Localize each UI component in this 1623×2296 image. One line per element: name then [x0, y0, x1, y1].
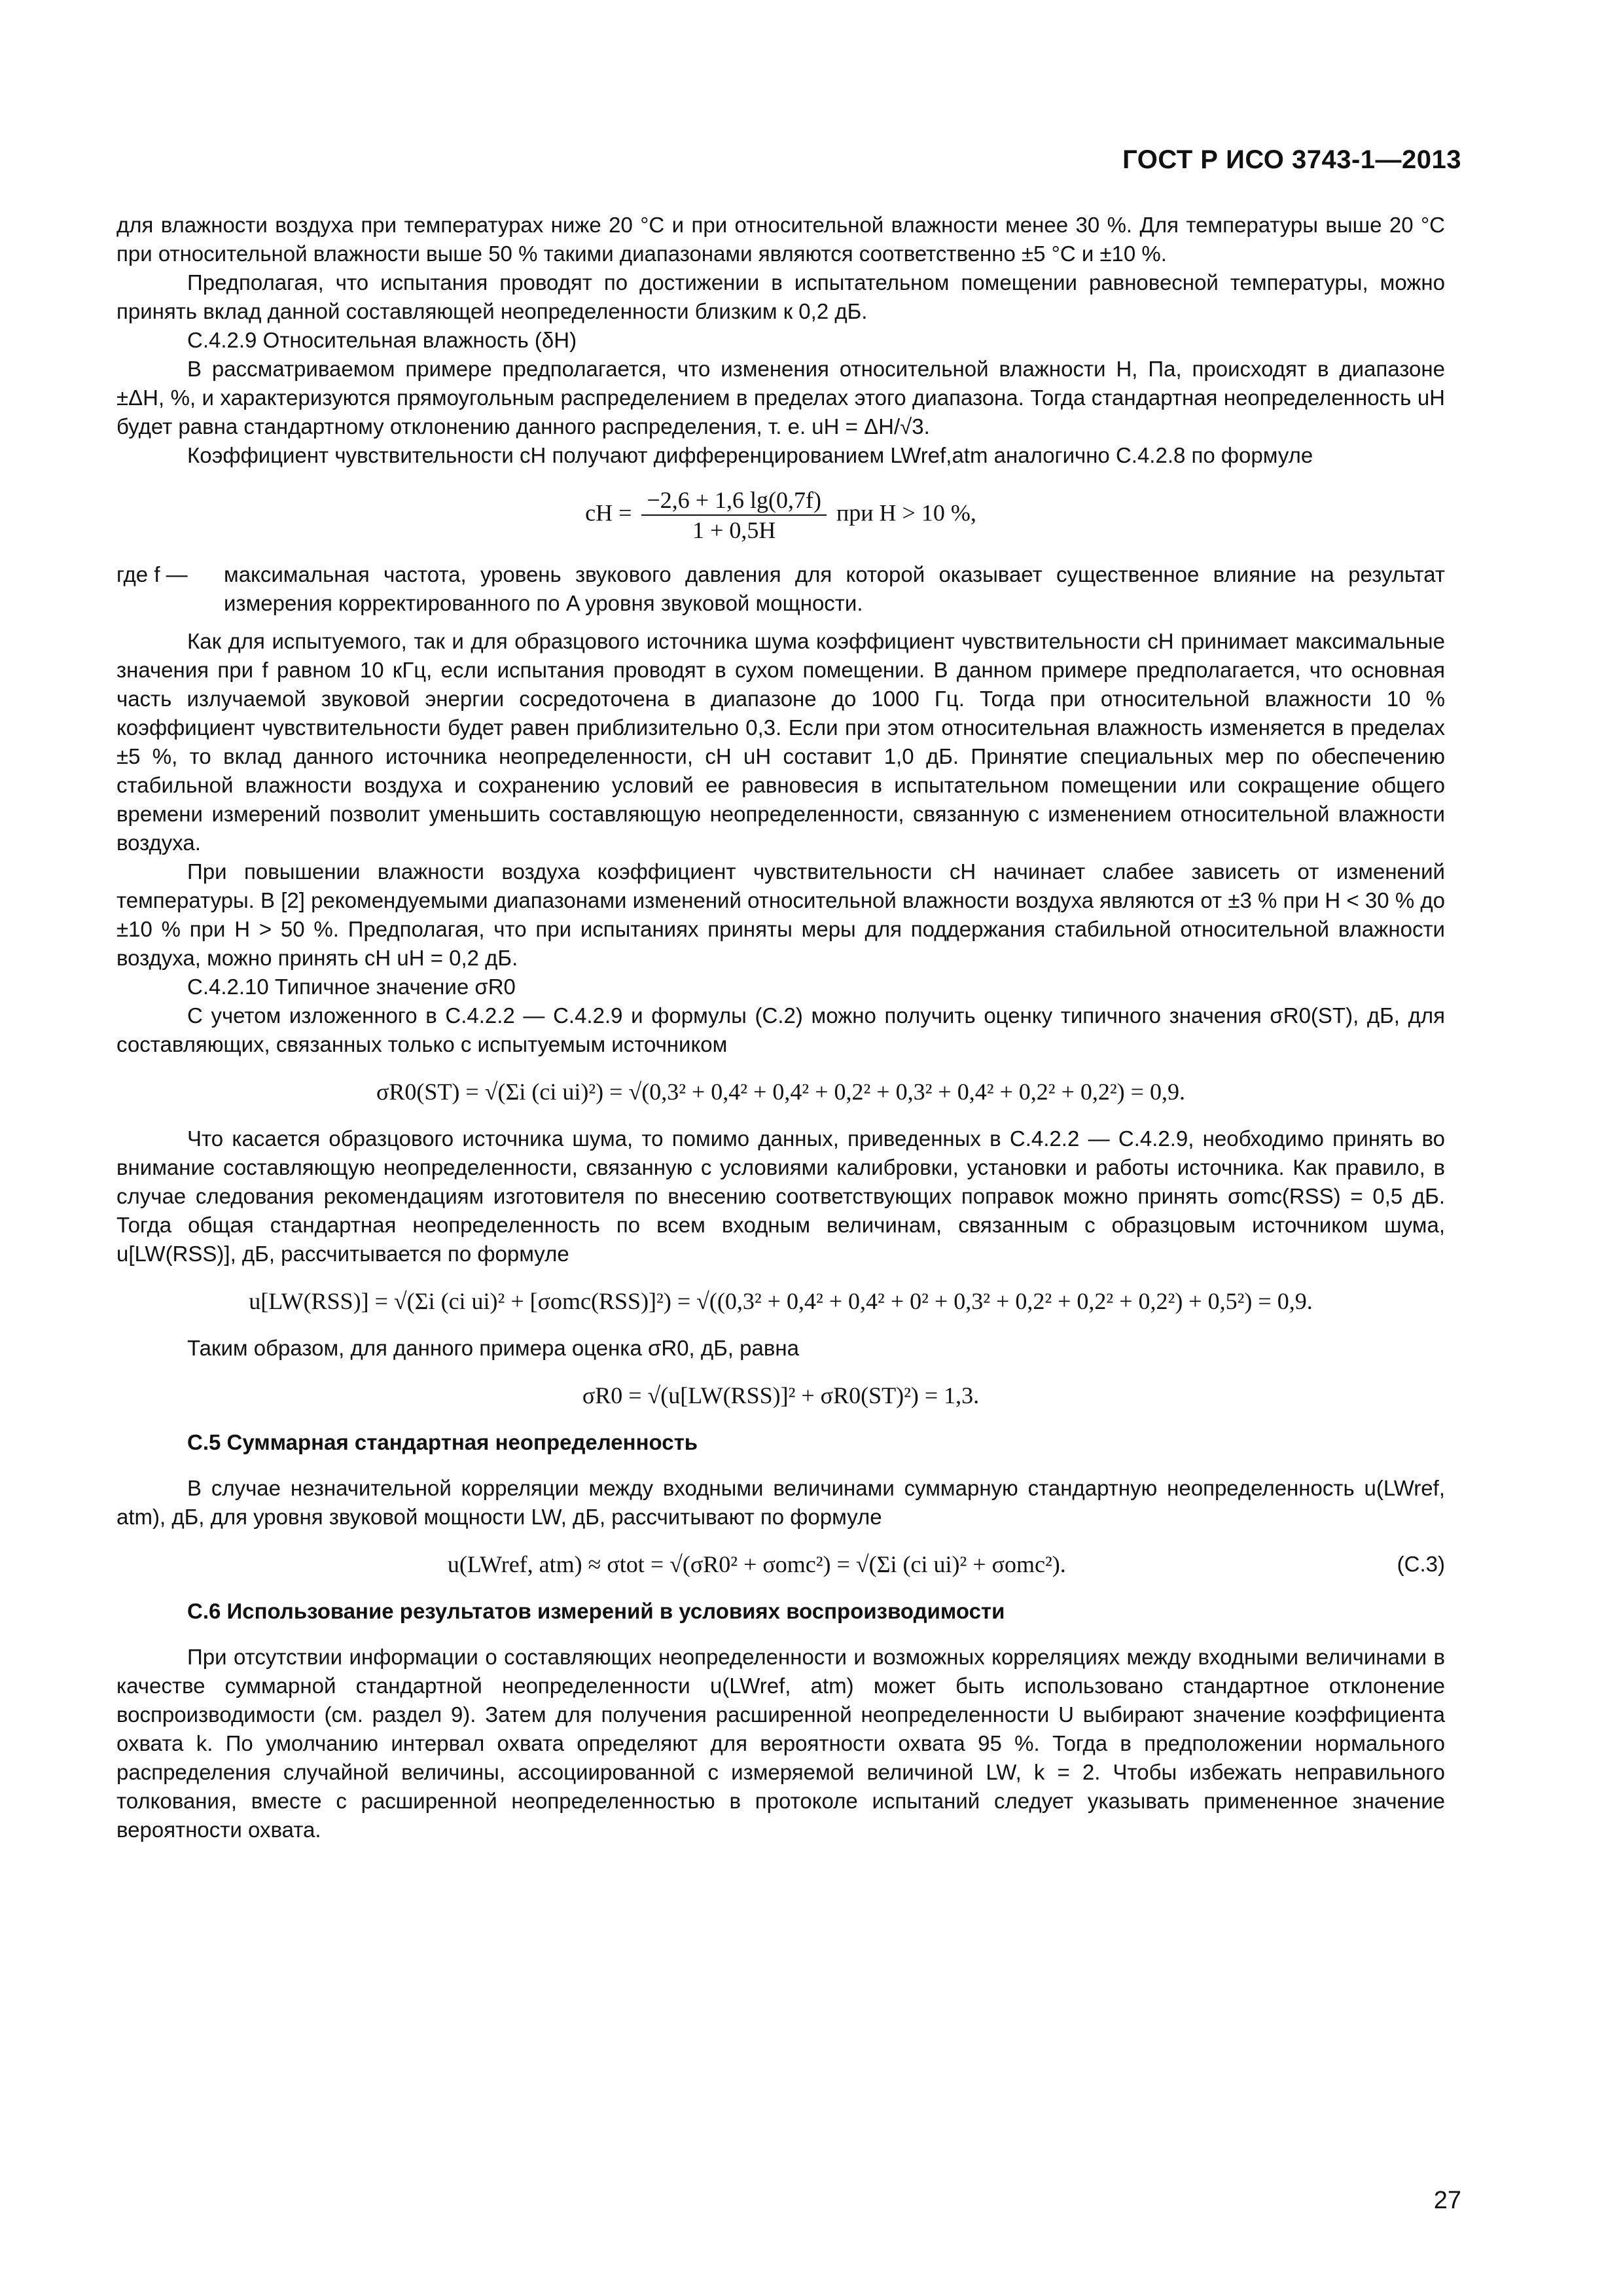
paragraph: для влажности воздуха при температурах ниже 20 °С и при относительной влажности менее 30 %. Для температуры выше 20 °С при относительной влажности выше 50 % такими диапазонами являются соответственно ±5 °С и ±10 %.	[116, 213, 1445, 266]
section-heading: С.6 Использование результатов измерений в условиях воспроизводимости	[187, 1599, 1005, 1623]
page-number: 27	[1433, 2187, 1461, 2214]
paragraph: Как для испытуемого, так и для образцового источника шума коэффициент чувствительности cH принимает максимальные значения при f равном 10 кГц, если испытания проводят в сухом помещении. В данном примере предполагается, что основная часть излучаемой звуковой энергии сосредоточена в диапазоне до 1000 Гц. Тогда при относительной влажности 10 % коэффициент чувствительности будет равен приблизительно 0,3. Если при этом относительная влажность изменяется в пределах ±5 %, то вклад данного источника неопределенности, cH uH составит 1,0 дБ. Принятие специальных мер по обеспечению стабильной влажности воздуха и сохранению условий ее равновесия в испытательном помещении или сокращение общего времени измерений позволит уменьшить составляющую неопределенности, связанную с изменением относительной влажности воздуха.	[116, 629, 1445, 855]
equation-number: (С.3)	[1397, 1552, 1445, 1576]
where-label: где f —	[116, 562, 188, 586]
formula-c3	[116, 1547, 1445, 1581]
paragraph: При повышении влажности воздуха коэффициент чувствительности cH начинает слабее зависеть от изменений температуры. В [2] рекомендуемыми диапазонами изменений относительной влажности воздуха являются от ±3 % при H < 30 % до ±10 % при H > 50 %. Предполагая, что при испытаниях приняты меры для поддержания стабильной относительной влажности воздуха, можно принять cH uH = 0,2 дБ.	[116, 859, 1445, 970]
where-clause	[116, 560, 1445, 618]
formula-lhs: cH =	[585, 499, 632, 526]
page-body	[116, 211, 1445, 1844]
paragraph: В рассматриваемом примере предполагается, что изменения относительной влажности H, Па, происходят в диапазоне ±ΔH, %, и характеризуются прямоугольным распределением в пределах этого диапазона. Тогда стандартная неопределенность uH будет равна стандартному отклонению данного распределения, т. е. uH = ΔH/√3.	[116, 357, 1445, 439]
formula-u-lw-rss: u[LW(RSS)] = √(Σi (ci ui)² + [σomc(RSS)]²) = √((0,3² + 0,4² + 0,4² + 0² + 0,3² + 0,2² + 0,2² + 0,2²) + 0,5²) = 0,9.	[249, 1288, 1313, 1314]
subsection-heading: С.4.2.10 Типичное значение σR0	[187, 975, 516, 999]
paragraph: Что касается образцового источника шума, то помимо данных, приведенных в С.4.2.2 — С.4.2.9, необходимо принять во внимание составляющую неопределенности, связанную с условиями калибровки, установки и работы источника. Как правило, в случае следования рекомендациям изготовителя по внесению соответствующих поправок можно принять σomc(RSS) = 0,5 дБ. Тогда общая стандартная неопределенность по всем входным величинам, связанным с образцовым источником шума, u[LW(RSS)], дБ, рассчитывается по формуле	[116, 1126, 1445, 1266]
paragraph: При отсутствии информации о составляющих неопределенности и возможных корреляциях между входными величинами в качестве суммарной стандартной неопределенности u(LWref, atm) может быть использовано стандартное отклонение воспроизводимости (см. раздел 9). Затем для получения расширенной неопределенности U выбирают значение коэффициента охвата k. По умолчанию интервал охвата определяют для вероятности охвата 95 %. Тогда в предположении нормального распределения случайной величины, ассоциированной с измеряемой величиной LW, k = 2. Чтобы избежать неправильного толкования, вместе с расширенной неопределенностью в протоколе испытаний следует указывать примененное значение вероятности охвата.	[116, 1645, 1445, 1842]
paragraph: С учетом изложенного в С.4.2.2 — С.4.2.9 и формулы (С.2) можно получить оценку типичного значения σR0(ST), дБ, для составляющих, связанных только с испытуемым источником	[116, 1003, 1445, 1056]
formula-sigma-r0-st: σR0(ST) = √(Σi (ci ui)²) = √(0,3² + 0,4² + 0,4² + 0,2² + 0,3² + 0,4² + 0,2² + 0,2²) = 0,9.	[376, 1079, 1185, 1105]
paragraph: В случае незначительной корреляции между входными величинами суммарную стандартную неопределенность u(LWref, atm), дБ, для уровня звуковой мощности LW, дБ, рассчитывают по формуле	[116, 1476, 1445, 1529]
document-header: ГОСТ Р ИСО 3743-1—2013	[1122, 145, 1461, 174]
formula-condition: при H > 10 %,	[836, 499, 976, 526]
fraction-denominator: 1 + 0,5H	[692, 517, 776, 543]
formula-expression: u(LWref, atm) ≈ σtot = √(σR0² + σomc²) = √(Σi (ci ui)² + σomc²).	[447, 1551, 1066, 1577]
formula-ch	[116, 486, 1445, 545]
formula-sigma-r0: σR0 = √(u[LW(RSS)]² + σR0(ST)²) = 1,3.	[582, 1382, 980, 1408]
paragraph: Коэффициент чувствительности cH получают дифференцированием LWref,atm аналогично С.4.2.8 по формуле	[187, 443, 1313, 467]
paragraph: Предполагая, что испытания проводят по достижении в испытательном помещении равновесной температуры, можно принять вклад данной составляющей неопределенности близким к 0,2 дБ.	[116, 270, 1445, 323]
formula-fraction	[641, 486, 827, 545]
paragraph: Таким образом, для данного примера оценка σR0, дБ, равна	[187, 1336, 799, 1360]
fraction-numerator: −2,6 + 1,6 lg(0,7f)	[641, 486, 827, 516]
subsection-heading: С.4.2.9 Относительная влажность (δH)	[187, 328, 577, 352]
where-text: максимальная частота, уровень звукового давления для которой оказывает существенное влияние на результат измерения корректированного по A уровня звуковой мощности.	[224, 562, 1445, 615]
section-heading: С.5 Суммарная стандартная неопределенность	[187, 1430, 698, 1454]
